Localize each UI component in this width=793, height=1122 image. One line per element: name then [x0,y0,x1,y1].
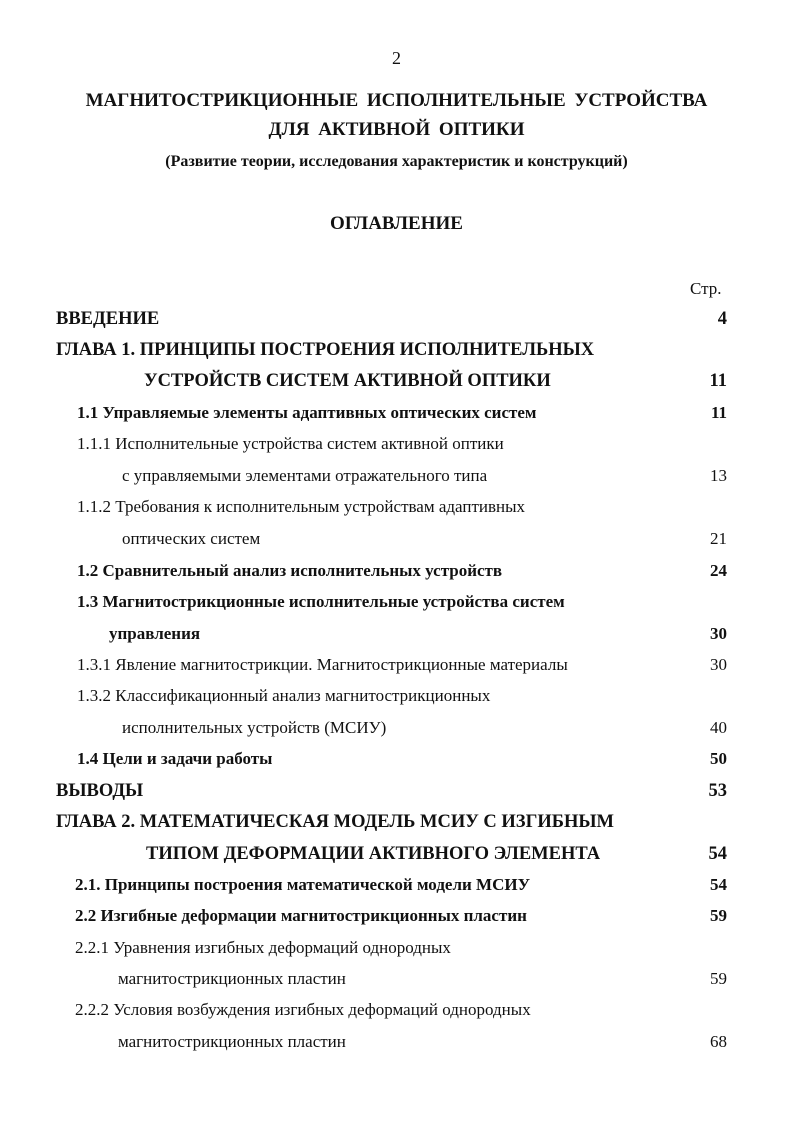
toc-entry [0,812,793,838]
toc-entry [0,844,793,870]
toc-entry [0,592,793,618]
toc-entry [0,781,793,807]
toc-entry [0,1032,793,1058]
toc-entry-page: 4 [717,309,727,329]
toc-entry-page: 68 [710,1032,727,1051]
page-number: 2 [392,48,401,68]
title-line-1: МАГНИТОСТРИКЦИОННЫЕ ИСПОЛНИТЕЛЬНЫЕ УСТРОЙСТВА [85,90,708,111]
toc-entry [0,686,793,712]
toc-entry-text: 2.2 Изгибные деформации магнитострикционных пластин [75,906,527,925]
toc-entry-text: магнитострикционных пластин [118,1032,346,1051]
subtitle: (Развитие теории, исследования характеристик и конструкций) [165,153,628,170]
toc-entry-text: 1.2 Сравнительный анализ исполнительных устройств [77,561,503,580]
toc-entry-text: ГЛАВА 1. ПРИНЦИПЫ ПОСТРОЕНИЯ ИСПОЛНИТЕЛЬНЫХ [56,340,595,360]
toc-entry-page: 11 [709,371,727,391]
toc-entry-page: 54 [710,875,727,894]
toc-entry-text: исполнительных устройств (МСИУ) [122,718,387,737]
toc-entry [0,340,793,366]
toc-entry-text: с управляемыми элементами отражательного типа [122,466,488,485]
toc-entry-page: 40 [710,718,727,737]
toc-entry-text: ВЫВОДЫ [56,781,144,801]
toc-entry-text: 1.3.1 Явление магнитострикции. Магнитострикционные материалы [77,655,568,674]
toc-entry-page: 30 [710,624,727,643]
toc-entry-page: 53 [708,781,727,801]
toc-entry [0,938,793,964]
toc-entry-text: УСТРОЙСТВ СИСТЕМ АКТИВНОЙ ОПТИКИ [144,371,551,391]
toc-entry [0,906,793,932]
toc-entry-text: магнитострикционных пластин [118,969,346,988]
toc-heading: ОГЛАВЛЕНИЕ [330,213,463,234]
toc-entry [0,749,793,775]
toc-entry [0,875,793,901]
toc-entry-page: 54 [708,844,727,864]
toc-entry-text: оптических систем [122,529,261,548]
toc-entry-page: 11 [710,403,727,422]
toc-entry [0,718,793,744]
toc-entry-text: 1.4 Цели и задачи работы [77,749,273,768]
toc-entry [0,655,793,681]
toc-entry-page: 30 [710,655,727,674]
toc-entry [0,529,793,555]
toc-entry [0,434,793,460]
toc-entry-text: 1.3 Магнитострикционные исполнительные устройства систем [77,592,565,611]
title-line-2: ДЛЯ АКТИВНОЙ ОПТИКИ [268,119,525,140]
toc-entry-text: 1.1.1 Исполнительные устройства систем активной оптики [77,434,504,453]
toc-entry [0,403,793,429]
toc-entry [0,1000,793,1026]
toc-entry-text: ТИПОМ ДЕФОРМАЦИИ АКТИВНОГО ЭЛЕМЕНТА [146,844,601,864]
toc-entry [0,561,793,587]
toc-entry-text: 1.1 Управляемые элементы адаптивных оптических систем [77,403,537,422]
page-column-label: Стр. [690,279,722,298]
toc-entry [0,624,793,650]
toc-entry-text: 1.3.2 Классификационный анализ магнитострикционных [77,686,491,705]
toc-entry-page: 59 [710,906,727,925]
toc-entry-text: ВВЕДЕНИЕ [56,309,160,329]
toc-entry [0,969,793,995]
toc-entry-text: 2.2.2 Условия возбуждения изгибных деформаций однородных [75,1000,531,1019]
toc-entry-text: ГЛАВА 2. МАТЕМАТИЧЕСКАЯ МОДЕЛЬ МСИУ С ИЗГИБНЫМ [56,812,614,832]
toc-entry-page: 24 [710,561,727,580]
toc-entry-page: 50 [710,749,727,768]
toc-entry [0,309,793,335]
toc-entry-text: 1.1.2 Требования к исполнительным устройствам адаптивных [77,497,526,516]
toc-entry-text: 2.1. Принципы построения математической модели МСИУ [75,875,531,894]
toc-entry-page: 13 [710,466,727,485]
toc-entry-page: 21 [710,529,727,548]
toc-entry-text: 2.2.1 Уравнения изгибных деформаций однородных [75,938,451,957]
toc-entry-page: 59 [710,969,727,988]
toc-entry-text: управления [109,624,201,643]
toc-entry [0,466,793,492]
toc-entry [0,371,793,397]
toc-entry [0,497,793,523]
